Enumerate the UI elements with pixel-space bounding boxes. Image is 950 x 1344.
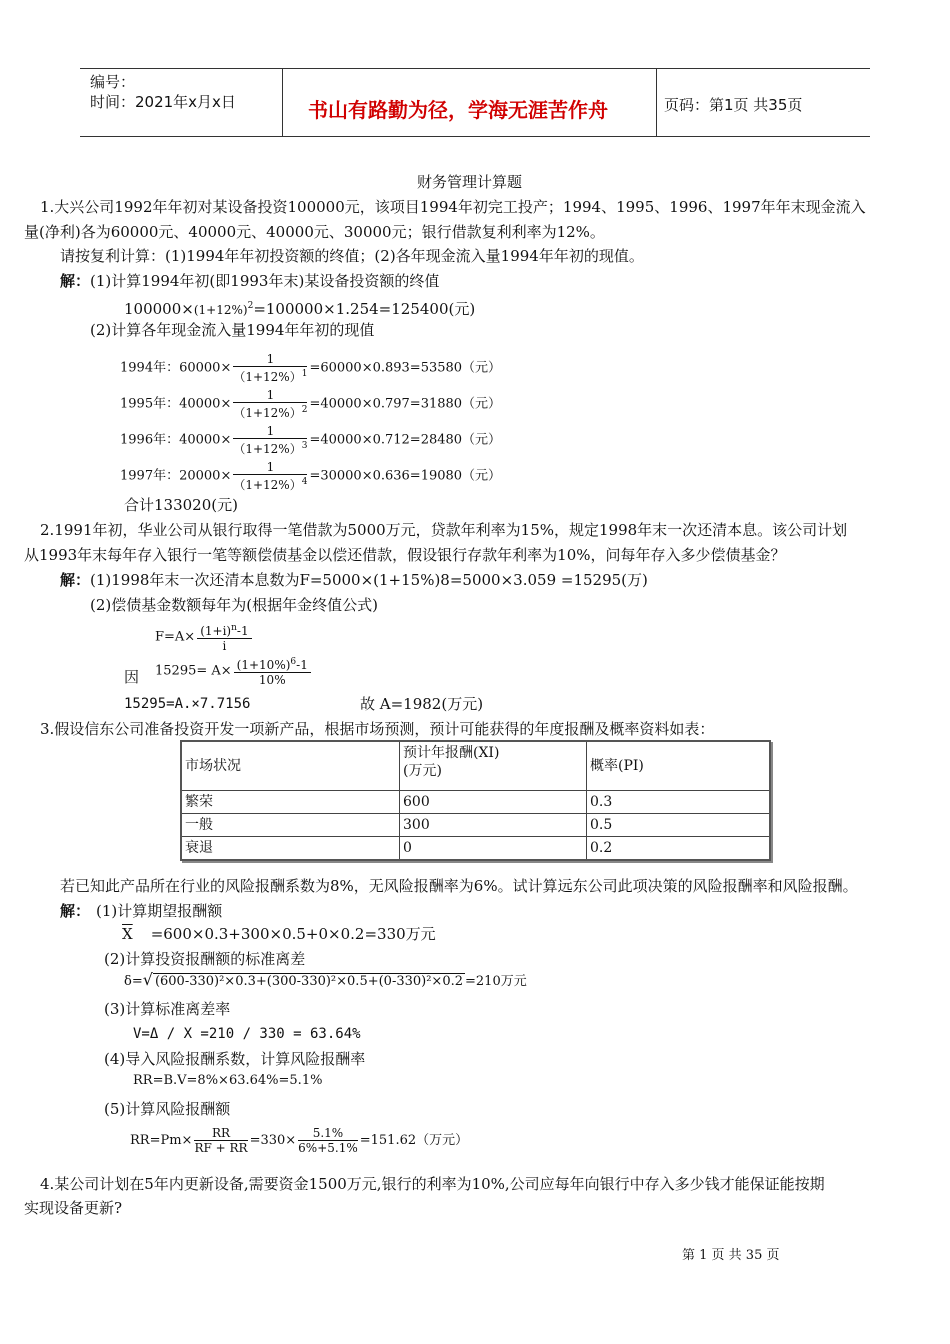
header-motto: 书山有路勤为径，学海无涯苦作舟 bbox=[308, 98, 608, 122]
q2-solution-label: 解： bbox=[60, 571, 91, 589]
document-title: 财务管理计算题 bbox=[417, 173, 523, 191]
pv-row-den bbox=[233, 367, 307, 384]
pv-row-den bbox=[233, 475, 307, 492]
q3-probability-table bbox=[180, 740, 771, 861]
q1-text-line3: 请按复利计算：(1)1994年年初投资额的终值；(2)各年现金流入量1994年年初的现值。 bbox=[60, 247, 644, 265]
q2-text-line2: 从1993年末每年存入银行一笔等额偿债基金以偿还借款，假设银行存款年利率为10%，问每年存入多少偿债基金？ bbox=[24, 546, 786, 564]
q3-solution-step3: (3)计算标准离差率 bbox=[104, 1000, 231, 1018]
q1-solution bbox=[60, 271, 439, 291]
sqrt-icon: √ bbox=[142, 970, 153, 989]
table-cell: 衰退 bbox=[181, 837, 400, 861]
q1-future-value-calc bbox=[124, 296, 475, 319]
pv-row-den bbox=[233, 439, 307, 456]
q3-pr-result: =151.62（万元） bbox=[359, 1133, 469, 1148]
pv-row-year: 1995年：40000× bbox=[120, 396, 232, 412]
q1-text-line1: 1.大兴公司1992年年初对某设备投资100000元，该项目1994年初完工投产；1994、1995、1996、1997年年末现金流入 bbox=[40, 198, 866, 216]
q3-risk-return-formula bbox=[130, 1126, 468, 1155]
q3-sigma-radicand: (600-330)²×0.3+(300-330)²×0.5+(0-330)²×0.2 bbox=[154, 974, 464, 989]
pv-row-fraction bbox=[233, 460, 307, 492]
q3-solution-step5: (5)计算风险报酬额 bbox=[104, 1100, 231, 1118]
q2-equation bbox=[155, 655, 313, 687]
table-cell: 一般 bbox=[181, 814, 400, 837]
table-row bbox=[181, 814, 770, 837]
q3-solution-step1: (1)计算期望报酬额 bbox=[96, 902, 223, 920]
q3-pr-den: RF + RR bbox=[194, 1141, 248, 1155]
table-cell: 0.3 bbox=[587, 791, 771, 814]
q2-annuity-formula bbox=[155, 621, 254, 653]
q1-calc-part-a: 100000× bbox=[124, 300, 194, 318]
pv-row-fraction bbox=[233, 424, 307, 456]
table-header-market: 市场状况 bbox=[181, 741, 400, 791]
table-cell: 0 bbox=[400, 837, 587, 861]
pv-row-num: 1 bbox=[233, 460, 307, 475]
pv-row-den-base: （1+12%） bbox=[233, 442, 302, 456]
q3-solution bbox=[60, 901, 222, 921]
q3-text-line2: 若已知此产品所在行业的风险报酬系数为8%，无风险报酬率为6%。试计算远东公司此项决策的风险报酬率和风险报酬。 bbox=[60, 877, 858, 895]
table-header-row bbox=[181, 741, 770, 791]
q3-std-deviation bbox=[124, 972, 527, 990]
pv-row bbox=[120, 424, 501, 456]
q4-text-line2: 实现设备更新? bbox=[24, 1199, 123, 1217]
pv-row-num: 1 bbox=[233, 424, 307, 439]
pv-row bbox=[120, 388, 501, 420]
q2-formula-lhs: F=A× bbox=[155, 629, 196, 645]
table-cell: 300 bbox=[400, 814, 587, 837]
q2-formula-num: (1+i) bbox=[200, 624, 232, 638]
q3-pr-mid: =330× bbox=[249, 1133, 297, 1148]
q3-pr-num2: 5.1% bbox=[298, 1126, 358, 1141]
q2-formula-num-tail: -1 bbox=[236, 624, 249, 638]
q3-pr-fraction bbox=[194, 1126, 247, 1155]
header-page-number: 页码：第1页 共35页 bbox=[664, 96, 803, 114]
table-header-return-line2: (万元) bbox=[403, 763, 442, 779]
page-footer: 第 1 页 共 35 页 bbox=[682, 1248, 780, 1263]
q3-pr-lhs: RR=Pm× bbox=[130, 1133, 193, 1148]
q2-result-a: 15295=A.×7.7156 bbox=[124, 696, 251, 712]
pv-row-year: 1997年：20000× bbox=[120, 468, 232, 484]
q1-solution-step2: (2)计算各年现金流入量1994年年初的现值 bbox=[90, 321, 375, 339]
header-divider-right bbox=[656, 68, 657, 136]
q3-xbar-equation: =600×0.3+300×0.5+0×0.2=330万元 bbox=[150, 925, 436, 943]
q1-calc-part-c: =100000×1.254=125400(元) bbox=[253, 300, 476, 318]
q1-calc-exponent: 2 bbox=[247, 301, 254, 311]
q3-xbar: $\overline{X}$ bbox=[122, 925, 133, 943]
q2-equation-den: 10% bbox=[258, 673, 286, 687]
pv-row-result: =30000×0.636=19080（元） bbox=[309, 468, 502, 484]
pv-row-year: 1996年：40000× bbox=[120, 432, 232, 448]
q3-sigma-result: =210万元 bbox=[465, 974, 527, 989]
pv-row-num: 1 bbox=[233, 388, 307, 403]
table-cell: 0.2 bbox=[587, 837, 771, 861]
q3-pr-num: RR bbox=[194, 1126, 247, 1141]
table-header-return bbox=[400, 741, 587, 791]
q3-risk-rate: RR=B.V=8%×63.64%=5.1% bbox=[133, 1073, 323, 1088]
table-row bbox=[181, 791, 770, 814]
header-divider-left bbox=[282, 68, 283, 136]
pv-row-fraction bbox=[233, 388, 307, 420]
header-number: 编号： bbox=[90, 73, 136, 91]
pv-row-exp: 4 bbox=[301, 477, 308, 487]
q2-equation-fraction bbox=[234, 655, 311, 687]
pv-row bbox=[120, 460, 501, 492]
pv-row-den-base: （1+12%） bbox=[233, 370, 302, 384]
q1-calc-part-b: (1+12%) bbox=[193, 303, 248, 317]
q4-text-line1: 4.某公司计划在5年内更新设备,需要资金1500万元,银行的利率为10%,公司应每年向银行中存入多少钱才能保证能按期 bbox=[40, 1175, 825, 1193]
pv-row-exp: 1 bbox=[301, 369, 308, 379]
q3-solution-label: 解： bbox=[60, 902, 91, 920]
q1-text-line2: 量(净利)各为60000元、40000元、40000元、30000元；银行借款复利利率为12%。 bbox=[24, 223, 605, 241]
q3-expected-return bbox=[122, 924, 436, 944]
q3-solution-step2: (2)计算投资报酬额的标准离差 bbox=[104, 950, 306, 968]
pv-row-result: =60000×0.893=53580（元） bbox=[309, 360, 502, 376]
pv-row-exp: 3 bbox=[301, 441, 308, 451]
pv-row-den-base: （1+12%） bbox=[233, 478, 302, 492]
header-top-rule bbox=[80, 68, 870, 69]
q2-because: 因 bbox=[124, 668, 140, 686]
q2-result-b: 故 A=1982(万元) bbox=[360, 695, 484, 713]
q2-solution-step1: (1)1998年末一次还清本息数为F=5000×(1+15%)8=5000×3.059 =15295(万) bbox=[90, 571, 648, 589]
q2-equation-num-tail: -1 bbox=[296, 658, 308, 672]
pv-row-fraction bbox=[233, 352, 307, 384]
q1-solution-label: 解： bbox=[60, 272, 91, 290]
q3-cv-equation: V=Δ / X =210 / 330 = 63.64% bbox=[133, 1026, 361, 1042]
q3-text-line1: 3.假设信东公司准备投资开发一项新产品，根据市场预测，预计可能获得的年度报酬及概率资料如表： bbox=[40, 720, 715, 738]
table-cell: 繁荣 bbox=[181, 791, 400, 814]
q2-equation-num: (1+10%) bbox=[236, 658, 291, 672]
pv-row-result: =40000×0.797=31880（元） bbox=[309, 396, 502, 412]
q3-solution-step4: (4)导入风险报酬系数，计算风险报酬率 bbox=[104, 1050, 366, 1068]
q2-formula-exp: n bbox=[231, 623, 237, 633]
q2-text-line1: 2.1991年初，华业公司从银行取得一笔借款为5000万元，贷款年利率为15%，规定1998年末一次还清本息。该公司计划 bbox=[40, 521, 848, 539]
q1-solution-step1: (1)计算1994年初(即1993年末)某设备投资额的终值 bbox=[90, 272, 440, 290]
pv-row-exp: 2 bbox=[301, 405, 308, 415]
q2-equation-lhs: 15295= A× bbox=[155, 663, 232, 679]
pv-row-den-base: （1+12%） bbox=[233, 406, 302, 420]
pv-row-result: =40000×0.712=28480（元） bbox=[309, 432, 502, 448]
table-row bbox=[181, 837, 770, 861]
header-date: 时间：2021年x月x日 bbox=[90, 93, 236, 111]
pv-row-num: 1 bbox=[233, 352, 307, 367]
q2-solution bbox=[60, 570, 648, 590]
q2-formula-fraction bbox=[197, 621, 251, 653]
q2-equation-exp: 6 bbox=[290, 657, 297, 667]
pv-row-den bbox=[233, 403, 307, 420]
table-cell: 0.5 bbox=[587, 814, 771, 837]
q2-solution-step2: (2)偿债基金数额每年为(根据年金终值公式) bbox=[90, 596, 378, 614]
header-bottom-rule bbox=[80, 136, 870, 137]
table-header-probability: 概率(PI) bbox=[587, 741, 771, 791]
pv-row-year: 1994年：60000× bbox=[120, 360, 232, 376]
q2-formula-den: i bbox=[222, 639, 227, 653]
q3-pr-den2: 6%+5.1% bbox=[298, 1141, 358, 1155]
q3-sigma-lhs: δ= bbox=[124, 974, 143, 989]
pv-row bbox=[120, 352, 501, 384]
q3-pr-fraction2 bbox=[298, 1126, 358, 1155]
table-header-return-line1: 预计年报酬(XI) bbox=[403, 745, 500, 761]
q1-total: 合计133020(元) bbox=[124, 496, 238, 514]
table-cell: 600 bbox=[400, 791, 587, 814]
